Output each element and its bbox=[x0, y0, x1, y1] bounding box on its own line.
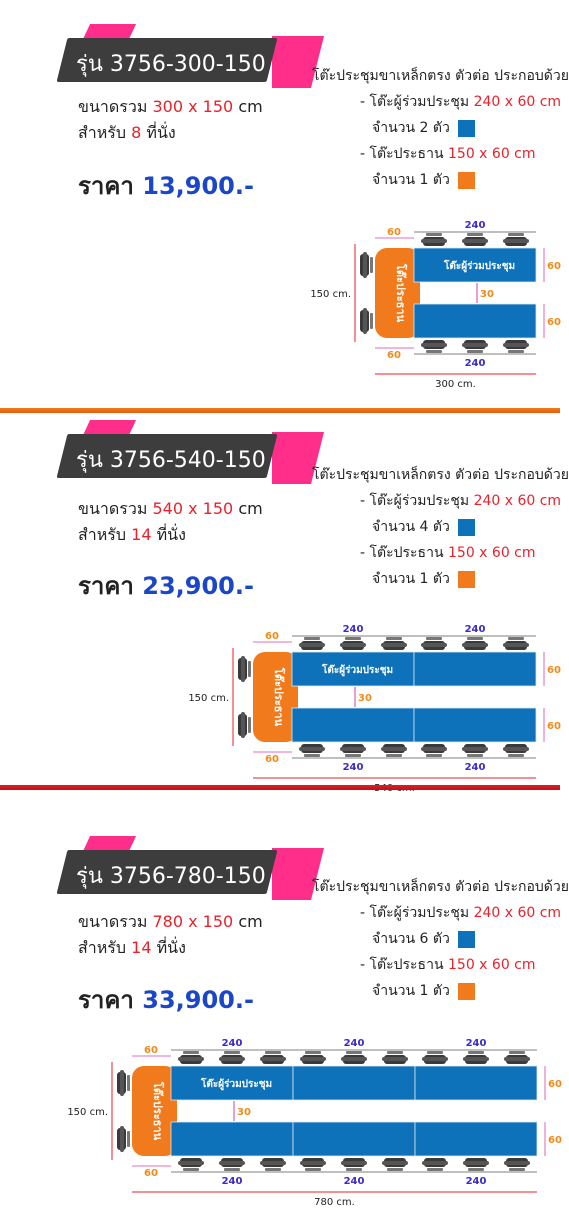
chair-icon bbox=[422, 1051, 448, 1064]
model-title: รุ่น 3756-780-150 bbox=[76, 864, 266, 889]
dim-label: 240 bbox=[221, 1038, 243, 1049]
dim-label: 240 bbox=[343, 1038, 365, 1049]
dim-label: 240 bbox=[342, 762, 364, 773]
dim-label: 240 bbox=[342, 624, 364, 635]
chair-icon bbox=[421, 744, 447, 757]
price-value: 13,900.- bbox=[142, 172, 254, 200]
dim-label: 60 bbox=[547, 261, 561, 272]
chair-icon bbox=[503, 233, 529, 246]
total-length: 300 bbox=[152, 97, 184, 116]
dim-label: 60 bbox=[547, 665, 561, 676]
member-table-bottom bbox=[414, 304, 536, 338]
chair-icon bbox=[462, 744, 488, 757]
model-title: รุ่น 3756-300-150 bbox=[76, 52, 266, 77]
chair-table-label: โต๊ะประธาน bbox=[151, 1081, 164, 1141]
dim-label: 60 bbox=[547, 317, 561, 328]
price-value: 33,900.- bbox=[142, 986, 254, 1014]
composition-title: โต๊ะประชุมขาเหล็กตรง ตัวต่อ ประกอบด้วย bbox=[312, 467, 569, 483]
composition: โต๊ะประชุมขาเหล็กตรง ตัวต่อ ประกอบด้วย - โต๊ะผู้ร่วมประชุม 240 x 60 cm จำนวน 6 ตัว - โต๊ะประธาน 150 x 60 cm จำนวน 1 ตัว bbox=[312, 874, 569, 1004]
total-width: 150 bbox=[202, 97, 234, 116]
product-section-1 bbox=[0, 0, 569, 410]
dim-label-total: 780 cm. bbox=[314, 1197, 355, 1208]
chair-icon bbox=[238, 712, 251, 738]
member-table-bottom bbox=[414, 708, 536, 742]
dim-label: 60 bbox=[548, 1135, 562, 1146]
seat-count: 14 bbox=[131, 938, 152, 957]
total-length: 780 bbox=[152, 912, 184, 931]
chair-icon bbox=[299, 744, 325, 757]
chair-icon bbox=[381, 744, 407, 757]
dim-label: 240 bbox=[343, 1176, 365, 1187]
chair-icon bbox=[503, 744, 529, 757]
dim-label-height: 150 cm. bbox=[310, 289, 351, 300]
size-info: ขนาดรวม 300 x 150 cm สำหรับ 8 ที่นั่ง bbox=[78, 97, 263, 142]
dim-label: 60 bbox=[144, 1168, 158, 1179]
seat-count: 8 bbox=[131, 123, 142, 142]
dim-label: 30 bbox=[480, 289, 494, 300]
dim-label-height: 150 cm. bbox=[188, 693, 229, 704]
member-table-label: โต๊ะผู้ร่วมประชุม bbox=[444, 261, 516, 272]
price: ราคา 13,900.- bbox=[78, 172, 254, 200]
composition: โต๊ะประชุมขาเหล็กตรง ตัวต่อ ประกอบด้วย - โต๊ะผู้ร่วมประชุม 240 x 60 cm จำนวน 4 ตัว - โต๊ะประธาน 150 x 60 cm จำนวน 1 ตัว bbox=[312, 462, 569, 592]
product-section-2 bbox=[0, 410, 569, 788]
composition-title: โต๊ะประชุมขาเหล็กตรง ตัวต่อ ประกอบด้วย bbox=[312, 879, 569, 895]
dim-label: 30 bbox=[358, 693, 372, 704]
composition: โต๊ะประชุมขาเหล็กตรง ตัวต่อ ประกอบด้วย - โต๊ะผู้ร่วมประชุม 240 x 60 cm จำนวน 2 ตัว - โต๊ะประธาน 150 x 60 cm จำนวน 1 ตัว bbox=[312, 63, 569, 193]
member-table-label: โต๊ะผู้ร่วมประชุม bbox=[201, 1079, 273, 1090]
chair-icon bbox=[421, 340, 447, 353]
member-table-top bbox=[414, 652, 536, 686]
price: ราคา 33,900.- bbox=[78, 986, 254, 1014]
seat-count: 14 bbox=[131, 525, 152, 544]
chair-icon bbox=[503, 340, 529, 353]
chair-icon bbox=[341, 1051, 367, 1064]
chair-icon bbox=[238, 656, 251, 682]
chair-icon bbox=[503, 637, 529, 650]
chair-icon bbox=[341, 1158, 367, 1171]
total-length: 540 bbox=[152, 499, 184, 518]
chair-icon bbox=[421, 233, 447, 246]
chair-icon bbox=[381, 637, 407, 650]
dim-label: 60 bbox=[547, 721, 561, 732]
composition-title: โต๊ะประชุมขาเหล็กตรง ตัวต่อ ประกอบด้วย bbox=[312, 68, 569, 84]
dim-label: 60 bbox=[265, 754, 279, 765]
product-section-3 bbox=[0, 790, 569, 1227]
chair-icon bbox=[117, 1126, 130, 1152]
chair-icon bbox=[260, 1051, 286, 1064]
dim-label: 240 bbox=[221, 1176, 243, 1187]
chair-icon bbox=[463, 1158, 489, 1171]
dim-label: 240 bbox=[464, 762, 486, 773]
dim-label: 240 bbox=[465, 1038, 487, 1049]
table-diagram bbox=[0, 410, 560, 788]
member-table-bottom bbox=[293, 1122, 415, 1156]
chair-icon bbox=[178, 1051, 204, 1064]
model-title: รุ่น 3756-540-150 bbox=[76, 448, 266, 473]
member-table-bottom bbox=[292, 708, 414, 742]
chair-icon bbox=[360, 252, 373, 278]
dim-label: 60 bbox=[265, 631, 279, 642]
chair-icon bbox=[219, 1158, 245, 1171]
size-info: ขนาดรวม 540 x 150 cm สำหรับ 14 ที่นั่ง bbox=[78, 499, 263, 544]
table-diagram bbox=[0, 790, 560, 1227]
chair-icon bbox=[360, 308, 373, 334]
dim-label: 240 bbox=[464, 220, 486, 231]
chair-icon bbox=[260, 1158, 286, 1171]
dim-label: 240 bbox=[465, 1176, 487, 1187]
chair-icon bbox=[340, 637, 366, 650]
chair-icon bbox=[421, 637, 447, 650]
total-width: 150 bbox=[202, 499, 234, 518]
chair-icon bbox=[462, 233, 488, 246]
chair-icon bbox=[300, 1051, 326, 1064]
dim-label-height: 150 cm. bbox=[67, 1107, 108, 1118]
chair-icon bbox=[382, 1051, 408, 1064]
chair-icon bbox=[463, 1051, 489, 1064]
chair-icon bbox=[462, 340, 488, 353]
chair-icon bbox=[178, 1158, 204, 1171]
dim-label-total: 300 cm. bbox=[435, 379, 476, 390]
chair-icon bbox=[504, 1051, 530, 1064]
table-diagram bbox=[0, 0, 560, 410]
dim-label: 60 bbox=[387, 227, 401, 238]
chair-icon bbox=[504, 1158, 530, 1171]
dim-label: 30 bbox=[237, 1107, 251, 1118]
total-width: 150 bbox=[202, 912, 234, 931]
size-info: ขนาดรวม 780 x 150 cm สำหรับ 14 ที่นั่ง bbox=[78, 912, 263, 957]
chair-table-label: โต๊ะประธาน bbox=[272, 667, 285, 727]
chair-table-label: โต๊ะประธาน bbox=[394, 263, 407, 323]
member-table-bottom bbox=[415, 1122, 537, 1156]
chair-icon bbox=[299, 637, 325, 650]
dim-label: 60 bbox=[144, 1045, 158, 1056]
member-table-top bbox=[293, 1066, 415, 1100]
dim-label: 240 bbox=[464, 358, 486, 369]
chair-icon bbox=[219, 1051, 245, 1064]
chair-icon bbox=[422, 1158, 448, 1171]
member-table-label: โต๊ะผู้ร่วมประชุม bbox=[322, 665, 394, 676]
chair-icon bbox=[300, 1158, 326, 1171]
member-table-top bbox=[415, 1066, 537, 1100]
chair-icon bbox=[462, 637, 488, 650]
price-value: 23,900.- bbox=[142, 572, 254, 600]
chair-icon bbox=[340, 744, 366, 757]
price: ราคา 23,900.- bbox=[78, 572, 254, 600]
member-table-bottom bbox=[171, 1122, 293, 1156]
dim-label: 60 bbox=[548, 1079, 562, 1090]
chair-icon bbox=[382, 1158, 408, 1171]
dim-label: 60 bbox=[387, 350, 401, 361]
dim-label: 240 bbox=[464, 624, 486, 635]
chair-icon bbox=[117, 1070, 130, 1096]
